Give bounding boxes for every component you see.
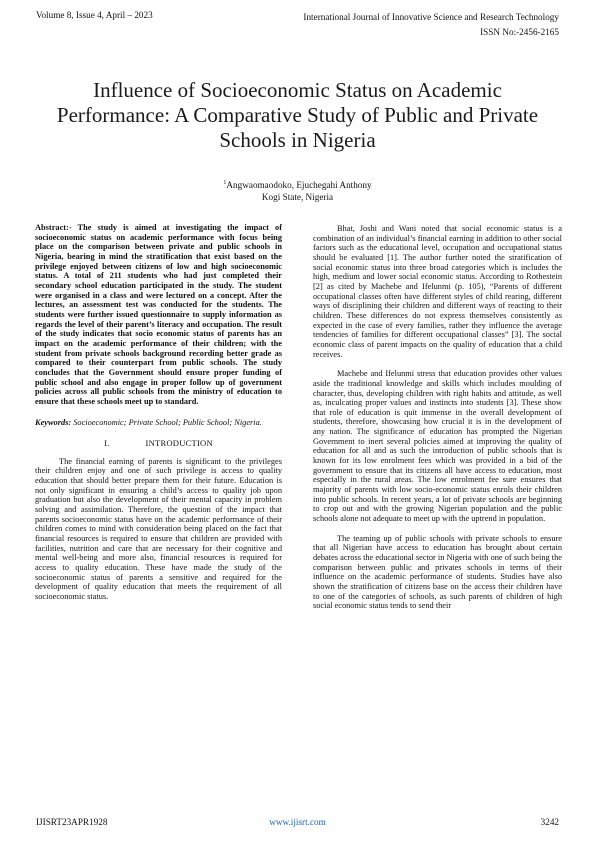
issn: ISSN No:-2456-2165 xyxy=(480,27,559,37)
body-paragraph: The teaming up of public schools with private schools to ensure that all Nigerian have access to education has brought about certain debates across the educational sector in Nigeria with one of such being the comparison between public and privates schools in terms of their influence on the academic performance of students. Studies have also shown the stratification of citizens base on the access their children have to one of the categories of schools, as such parents of children of high social economic status tends to send their xyxy=(313,533,562,611)
author-marker: 1 xyxy=(223,180,227,186)
keywords-label: Keywords: xyxy=(35,418,72,428)
footer-article-code: IJISRT23APR1928 xyxy=(36,817,108,827)
body-paragraph: The financial earning of parents is significant to the privileges their children enjoy and one of such privilege is access to quality education that should better prepare them for their future. Education is not only significant in ensuring a child’s access to quality job upon graduation but also the development of their mental capacity in problem solving and assimilation. Therefore, the question of the impact that parents socioeconomic status have on the academic performance of their children comes to mind with consideration being placed on the fact that financial resources is required to ensure that children are provided with facilities, nutrition and care that are necessary for their cognitive and mental well-being and more also, financial resources is required for access to quality education. These have made the study of the socioeconomic status of parents a sensitive and required for the development of quality education that meets the requirement of all socioeconomic status. xyxy=(35,456,282,601)
body-paragraph: Bhat, Joshi and Wani noted that social economic status is a combination of an individual’s financial earning in addition to other social factors such as the educational level, occupation and occupational status should be evaluated [1]. The author further noted the stratification of social economic status into three broad categories which is includes the high, medium and lower social economic status. According to Rothestein [2] as cited by Machebe and Ifelunmi (p. 105), “Parents of different occupational classes often have different styles of child rearing, different ways of disciplining their children and different ways of reacting to their children. These differences do not express themselves consistently as expected in the case of every families, rather they influence the average tendencies of families for different occupational classes” [3]. The social economic class of parent impacts on the quality of education that a child receives. xyxy=(313,224,562,359)
paper-title: Influence of Socioeconomic Status on Academic Performance: A Comparative Study of Public and Private Schools in Nigeria xyxy=(56,78,539,152)
left-column xyxy=(35,223,282,602)
keywords-text: Socioeconomic; Private School; Public School; Nigeria. xyxy=(73,418,262,428)
section-heading xyxy=(35,439,282,449)
footer-page-number: 3242 xyxy=(540,817,559,827)
section-number: I. xyxy=(104,438,110,449)
right-column xyxy=(313,224,562,611)
author-names: Angwaomaodoko, Ejuchegahi Anthony xyxy=(226,180,372,191)
journal-name: International Journal of Innovative Science and Research Technology xyxy=(303,12,559,22)
author-affiliation: Kogi State, Nigeria xyxy=(261,192,334,203)
footer-website-link[interactable]: www.ijisrt.com xyxy=(269,817,326,827)
keywords xyxy=(35,418,282,428)
body-paragraph: Machebe and Ifelunmi stress that education provides other values aside the traditional knowledge and skills which includes moulding of character, thus, developing children with right habits and attitude, as well as, inculcating proper values and instincts into students [3]. These show that role of education is quit immense in the overall development of students, therefore, showcasing how crucial it is in the development of any nation. The significance of education has prompted the Nigerian Government to inert several policies aimed at improving the quality of education for all and as such the introduction of public schools that is known for its low enrolment fees which was provided in a bid of the government to ensure that its citizens all have access to education, most especially in the rural areas. The low enrolment fee sure ensures that majority of parents with low socio-economic status enrols their children into public schools. In recent years, a lot of private schools are beginning to crop out and with the growing Nigerian population and the public schools alone not adequate to meet up with the uptrend in population. xyxy=(313,369,562,524)
running-header-volume: Volume 8, Issue 4, April – 2023 xyxy=(36,10,153,20)
abstract: Abstract:- The study is aimed at investigating the impact of socioeconomic status on academic performance with focus being place on the comparison between private and public schools in Nigeria, bearing in mind the stratification that exist based on the privilege enjoyed between citizens of low and high socioeconomic status. A total of 211 students who had just completed their secondary school education participated in the study. The student were organised in a class and were lectured on a concept. After the lectures, an assessment test was conducted for the students. The students were further issued questionnaire to supply information as regards the level of their parent’s literacy and occupation. The result of the study indicates that socio economic status of parents has an impact on the academic performance of their children; with the student from private schools background recording better grade as compared to their counterpart from public schools. The study concludes that the Government should ensure proper funding of public school and also engage in proper follow up of government policies across all public schools from the ministry of education to ensure that these schools meet up to standard. xyxy=(35,223,282,406)
section-title: INTRODUCTION xyxy=(145,438,213,449)
running-header-journal xyxy=(303,10,559,40)
author-block xyxy=(0,177,595,203)
